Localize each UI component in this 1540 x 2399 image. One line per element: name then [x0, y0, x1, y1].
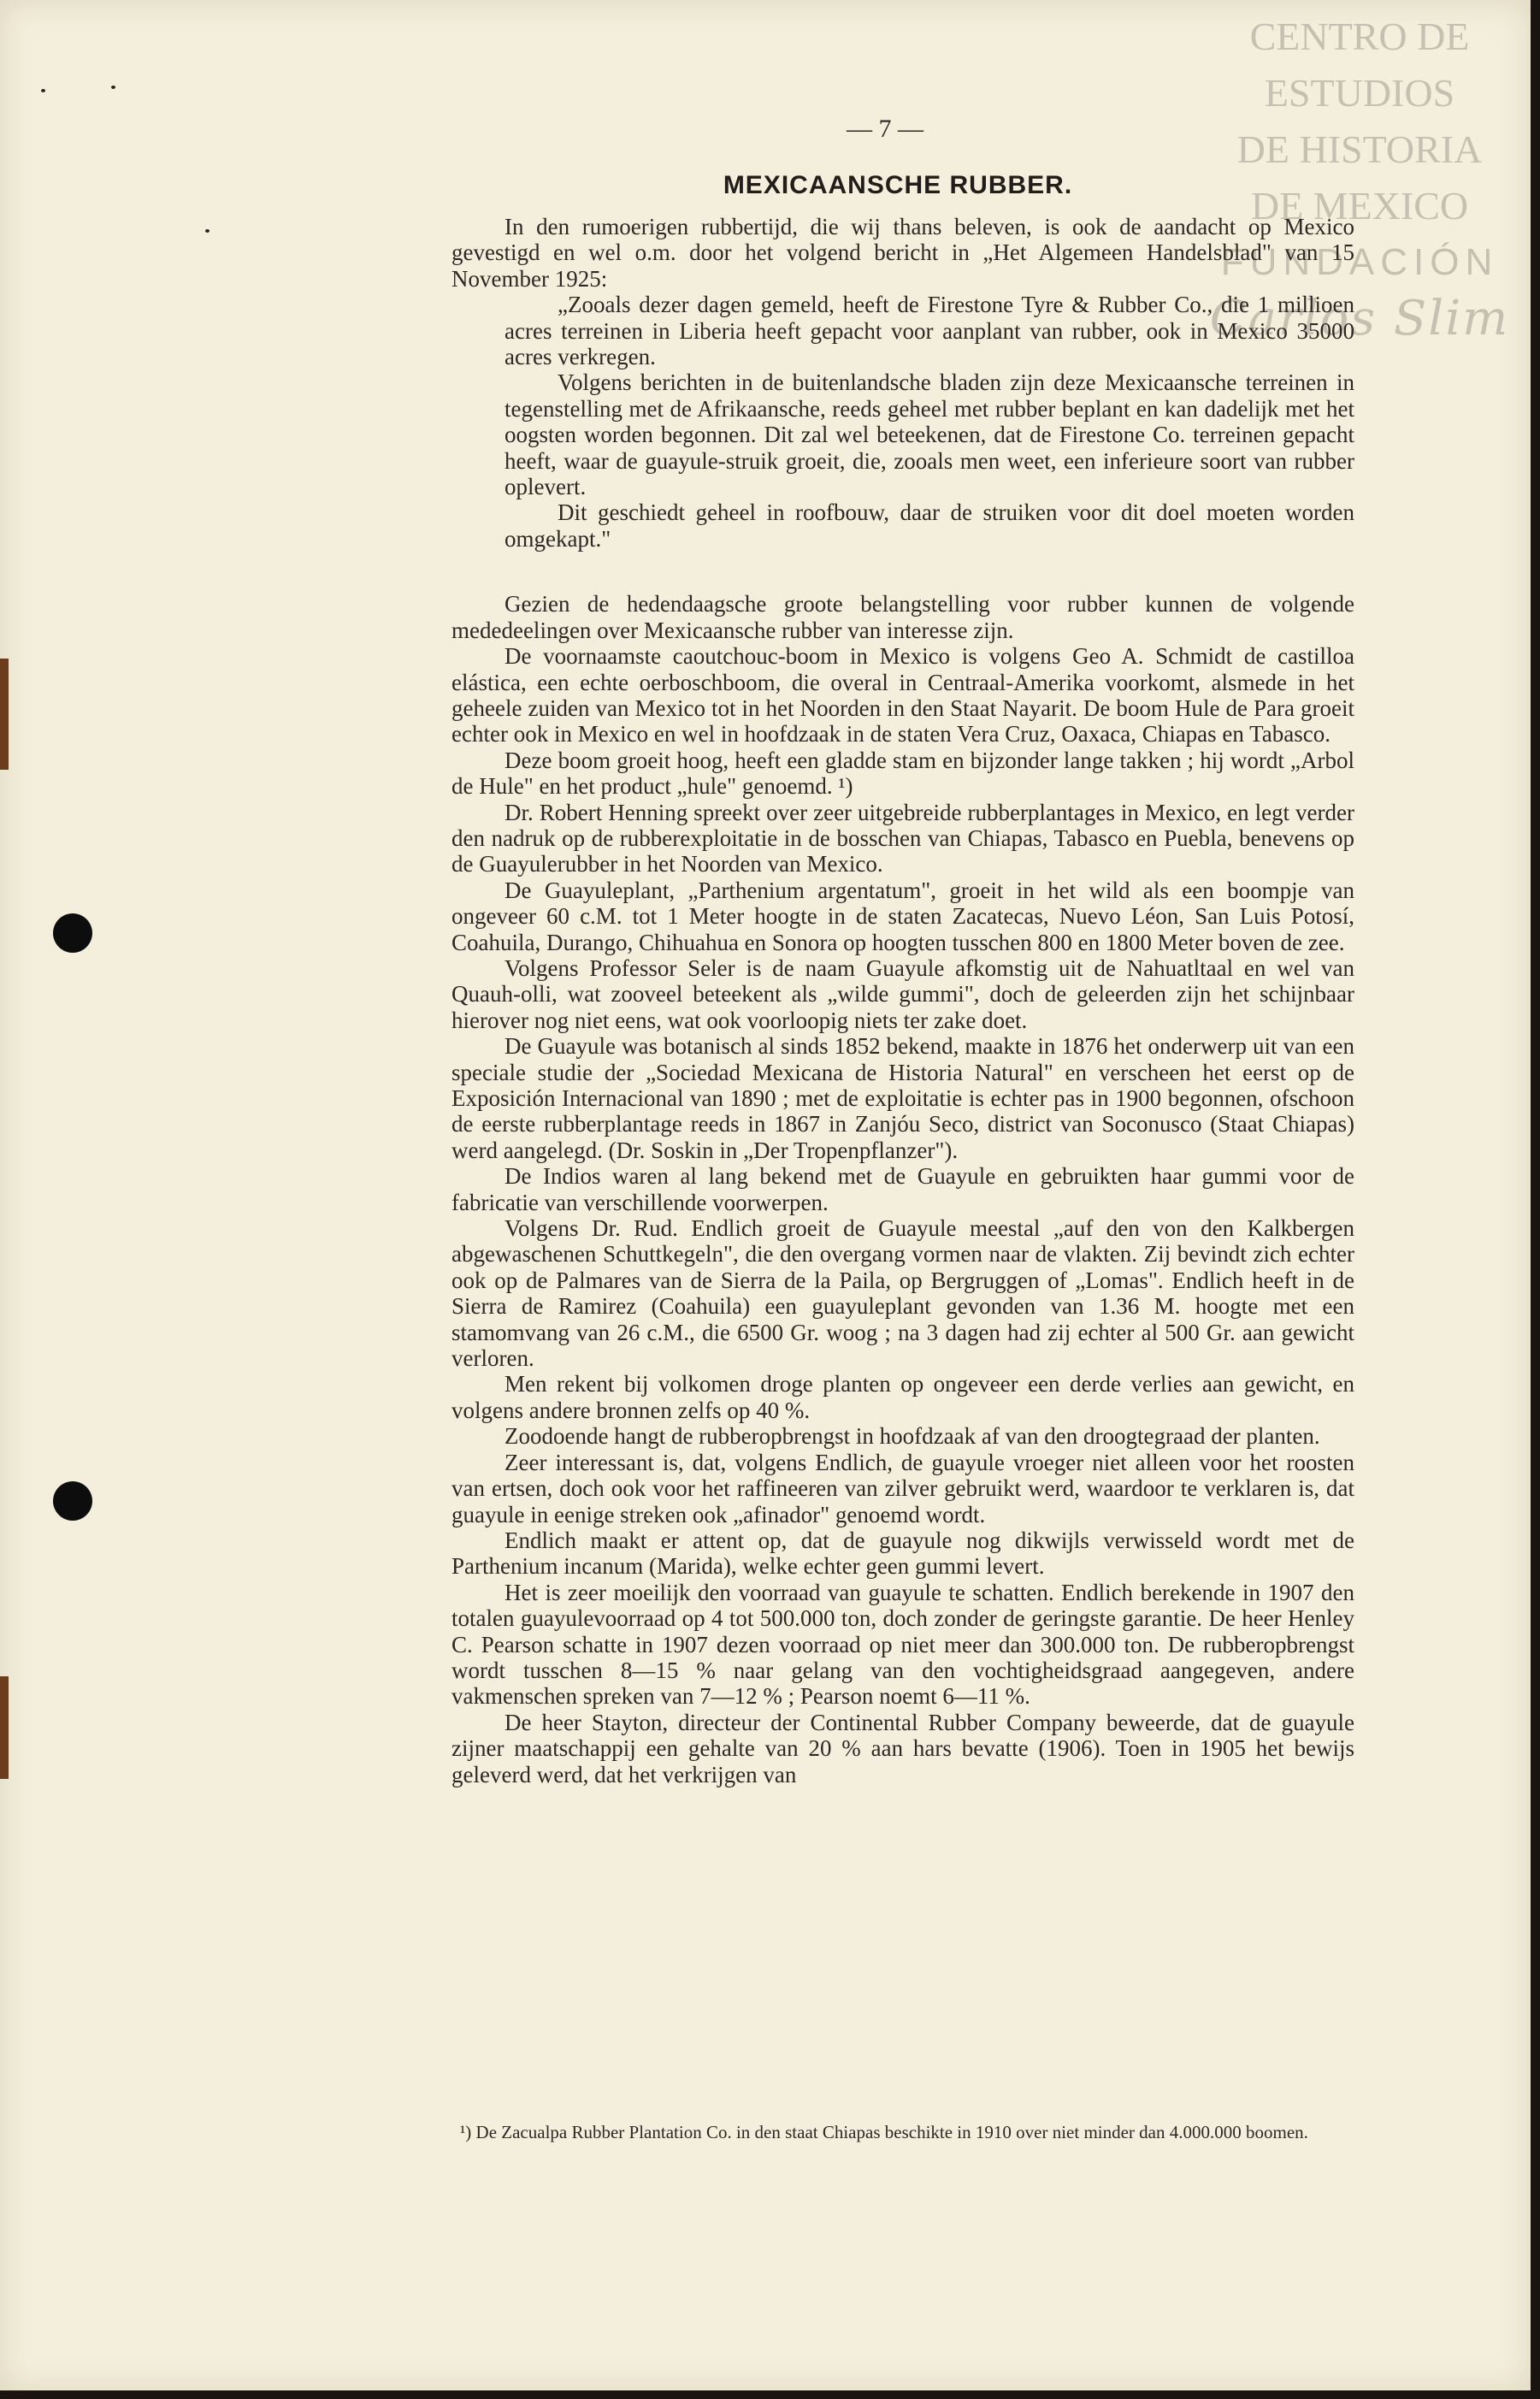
paragraph: In den rumoerigen rubbertijd, die wij thans beleven, is ook de aandacht op Mexico gevestigd en wel o.m. door het volgend bericht in „Het Algemeen Handelsblad" van 15 November 1925:	[451, 214, 1354, 292]
page-edge-stain	[0, 659, 9, 770]
footnote: ¹) De Zacualpa Rubber Plantation Co. in den staat Chiapas beschikte in 1910 over niet minder dan 4.000.000 boomen.	[460, 2122, 1308, 2142]
watermark-signature: Carlos Slim	[1209, 291, 1510, 346]
page-edge-stain	[0, 1676, 9, 1779]
paragraph: Men rekent bij volkomen droge planten op ongeveer een derde verlies aan gewicht, en volgens andere bronnen zelfs op 40 %.	[451, 1371, 1354, 1423]
paragraph: De heer Stayton, directeur der Continental Rubber Company beweerde, dat de guayule zijner maatschappij een gehalte van 20 % aan hars bevatte (1906). Toen in 1905 het bewijs geleverd werd, dat het verkrijgen van	[451, 1709, 1354, 1787]
paragraph: De Guayule was botanisch al sinds 1852 bekend, maakte in 1876 het onderwerp uit van een speciale studie der „Sociedad Mexicana de Historia Natural" en verscheen het eerst op de Exposición Internacional van 1890 ; met de exploitatie is echter pas in 1900 begonnen, ofschoon de eerste rubberplantage reeds in 1867 in Zanjóu Seco, district van Soconusco (Staat Chiapas) werd aangelegd. (Dr. Soskin in „Der Tropenpflanzer").	[451, 1033, 1354, 1163]
section-gap	[451, 552, 1354, 591]
watermark-line: ESTUDIOS	[1264, 71, 1455, 115]
paragraph: Volgens Professor Seler is de naam Guayule afkomstig uit de Nahuatltaal en wel van Quauh-olli, wat zooveel beteekent als „wilde gummi", doch de geleerden zijn het schijnbaar hierover nog niet eens, wat ook voorloopig niets ter zake doet.	[451, 954, 1354, 1033]
paragraph: Gezien de hedendaagsche groote belangstelling voor rubber kunnen de volgende mededeelingen over Mexicaansche rubber van interesse zijn.	[451, 591, 1354, 643]
quoted-paragraph: „Zooals dezer dagen gemeld, heeft de Firestone Tyre & Rubber Co., die 1 millioen acres terreinen in Liberia heeft gepacht voor aanplant van rubber, ook in Mexico 35000 acres verkregen.	[504, 292, 1354, 370]
article-title: MEXICAANSCHE RUBBER.	[723, 171, 1073, 199]
paragraph: Zeer interessant is, dat, volgens Endlich, de guayule vroeger niet alleen voor het roosten van ertsen, doch ook voor het raffineeren van zilver gebruikt werd, waardoor te verklaren is, dat guayule in eenige streken ook „afinador" genoemd wordt.	[451, 1449, 1354, 1527]
watermark-line: DE MEXICO	[1250, 184, 1469, 227]
watermark-line: CENTRO DE	[1249, 15, 1470, 58]
punch-hole	[53, 913, 92, 953]
paragraph: De Indios waren al lang bekend met de Guayule en gebruikten haar gummi voor de fabricatie van verschillende voorwerpen.	[451, 1163, 1354, 1215]
quoted-paragraph: Dit geschiedt geheel in roofbouw, daar de struiken voor dit doel moeten worden omgekapt."	[504, 499, 1354, 552]
paragraph: Zoodoende hangt de rubberopbrengst in hoofdzaak af van den droogtegraad der planten.	[504, 1423, 1320, 1450]
watermark-line: DE HISTORIA	[1236, 127, 1483, 171]
paragraph: Volgens Dr. Rud. Endlich groeit de Guayule meestal „auf den von den Kalkbergen abgewaschenen Schuttkegeln", die den overgang vormen naar de vlakten. Zij bevindt zich echter ook op de Palmares van de Sierra de la Paila, op Bergruggen of „Lomas". Endlich heeft in de Sierra de Ramirez (Coahuila) een guayuleplant gevonden van 1.36 M. hoogte met een stamomvang van 26 c.M., die 6500 Gr. woog ; na 3 dagen had zij echter al 500 Gr. aan gewicht verloren.	[451, 1215, 1354, 1372]
paragraph: Deze boom groeit hoog, heeft een gladde stam en bijzonder lange takken ; hij wordt „Arbol de Hule" en het product „hule" genoemd. ¹)	[451, 747, 1354, 800]
page-number: — 7 —	[847, 115, 923, 143]
paper-speck	[111, 86, 115, 89]
paragraph: Dr. Robert Henning spreekt over zeer uitgebreide rubberplantages in Mexico, en legt verder den nadruk op de rubberexploitatie in de bosschen van Chiapas, Tabasco en Puebla, benevens op de Guayulerubber in het Noorden van Mexico.	[451, 799, 1354, 877]
paragraph: De voornaamste caoutchouc-boom in Mexico is volgens Geo A. Schmidt de castilloa elástica, een echte oerboschboom, die overal in Centraal-Amerika voorkomt, alsmede in het geheele zuiden van Mexico tot in het Noorden in den Staat Nayarit. De boom Hule de Para groeit echter ook in Mexico en wel in hoofdzaak in de staten Vera Cruz, Oaxaca, Chiapas en Tabasco.	[451, 643, 1354, 747]
paragraph: Endlich maakt er attent op, dat de guayule nog dikwijls verwisseld wordt met de Parthenium incanum (Marida), welke echter geen gummi levert.	[451, 1527, 1354, 1580]
paper-speck	[41, 89, 45, 92]
watermark-line: FUNDACIÓN	[1220, 241, 1499, 283]
paragraph: Het is zeer moeilijk den voorraad van guayule te schatten. Endlich berekende in 1907 den totalen guayulevoorraad op 4 tot 500.000 ton, doch zonder de geringste garantie. De heer Henley C. Pearson schatte in 1907 dezen voorraad op niet meer dan 300.000 ton. De rubberopbrengst wordt tusschen 8—15 % naar gelang van den vochtigheidsgraad aangegeven, andere vakmenschen spreken van 7—12 % ; Pearson noemt 6—11 %.	[451, 1579, 1354, 1710]
paragraph: De Guayuleplant, „Parthenium argentatum", groeit in het wild als een boompje van ongeveer 60 c.M. tot 1 Meter hoogte in de staten Zacatecas, Nuevo Léon, San Luis Potosí, Coahuila, Durango, Chihuahua en Sonora op hoogten tusschen 800 en 1800 Meter boven de zee.	[451, 877, 1354, 955]
paper-speck	[205, 229, 209, 233]
article-body	[451, 214, 1354, 1787]
punch-hole	[53, 1481, 92, 1521]
quoted-paragraph: Volgens berichten in de buitenlandsche bladen zijn deze Mexicaansche terreinen in tegenstelling met de Afrikaansche, reeds geheel met rubber beplant en kan dadelijk met het oogsten worden begonnen. Dit zal wel beteekenen, dat de Firestone Co. terreinen gepacht heeft, waar de guayule-struik groeit, die, zooals men weet, een inferieure soort van rubber oplevert.	[504, 369, 1354, 500]
